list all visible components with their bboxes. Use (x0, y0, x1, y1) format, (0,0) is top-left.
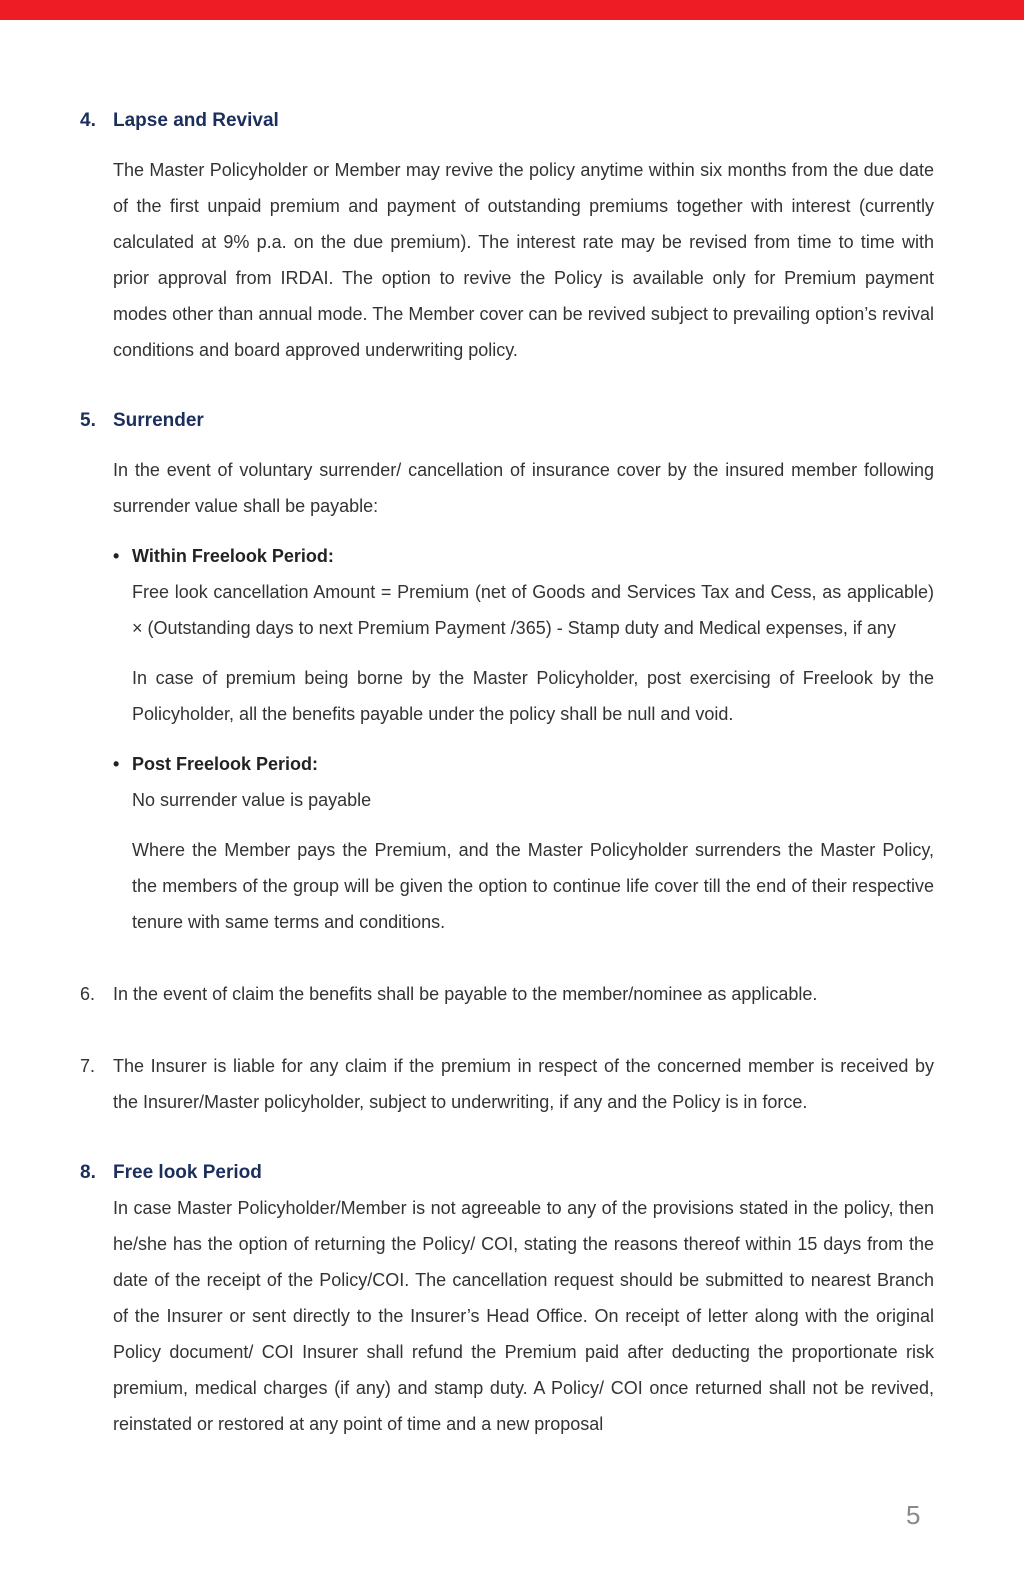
section-lapse-and-revival (80, 104, 934, 368)
clause-6 (80, 976, 934, 1012)
clause-number: 7. (80, 1056, 96, 1076)
section-title: Lapse and Revival (113, 110, 279, 131)
section-body: In case Master Policyholder/Member is not agreeable to any of the provisions stated in the policy, then he/she has the option of returning the Policy/ COI, stating the reasons thereof within 15 days from the date of the receipt of the Policy/COI. The cancellation request should be submitted to nearest Branch of the Insurer or sent directly to the Insurer’s Head Office. On receipt of letter along with the original Policy document/ COI Insurer shall refund the Premium paid after deducting the proportionate risk premium, medical charges (if any) and stamp duty. A Policy/ COI once returned shall not be revived, reinstated or restored at any point of time and a new proposal (113, 1198, 934, 1434)
section-body: The Master Policyholder or Member may revive the policy anytime within six months from the due date of the first unpaid premium and payment of outstanding premiums together with interest (currently calculated at 9% p.a. on the due premium). The interest rate may be revised from time to time with prior approval from IRDAI. The option to revive the Policy is available only for Premium payment modes other than annual mode. The Member cover can be revived subject to prevailing option’s revival conditions and board approved underwriting policy. (113, 160, 934, 360)
document-body (80, 104, 934, 1442)
section-number: 4. (80, 110, 96, 131)
bullet-dot: • (113, 546, 120, 566)
top-accent-bar (0, 0, 1024, 20)
clause-number: 6. (80, 984, 96, 1004)
clause-7 (80, 1048, 934, 1120)
bullet-paragraph: Where the Member pays the Premium, and the Master Policyholder surrenders the Master Policy, the members of the group will be given the option to continue life cover till the end of their respective tenure with same terms and conditions. (132, 840, 934, 932)
bullet-label: Post Freelook Period: (132, 754, 319, 774)
section-heading (80, 1156, 934, 1190)
section-number: 8. (80, 1162, 96, 1183)
bullet-within-freelook (113, 538, 934, 574)
section-surrender (80, 404, 934, 940)
clause-text: The Insurer is liable for any claim if the premium in respect of the concerned member is received by the Insurer/Master policyholder, subject to underwriting, if any and the Policy is in force. (113, 1056, 934, 1112)
section-free-look-period (80, 1156, 934, 1442)
page-number: 5 (906, 1500, 921, 1530)
section-number: 5. (80, 410, 96, 431)
section-heading (80, 104, 934, 138)
bullet-paragraph: No surrender value is payable (132, 790, 372, 810)
section-intro: In the event of voluntary surrender/ cancellation of insurance cover by the insured member following surrender value shall be payable: (113, 460, 934, 516)
bullet-label: Within Freelook Period: (132, 546, 334, 566)
bullet-post-freelook (113, 746, 934, 782)
section-heading (80, 404, 934, 438)
section-title: Free look Period (113, 1162, 262, 1183)
section-title: Surrender (113, 410, 204, 431)
bullet-paragraph: Free look cancellation Amount = Premium (net of Goods and Services Tax and Cess, as applicable) × (Outstanding days to next Premium Payment /365) - Stamp duty and Medical expenses, if any (132, 582, 934, 638)
bullet-paragraph: In case of premium being borne by the Master Policyholder, post exercising of Freelook by the Policyholder, all the benefits payable under the policy shall be null and void. (132, 668, 934, 724)
bullet-dot: • (113, 754, 120, 774)
clause-text: In the event of claim the benefits shall be payable to the member/nominee as applicable. (113, 984, 818, 1004)
